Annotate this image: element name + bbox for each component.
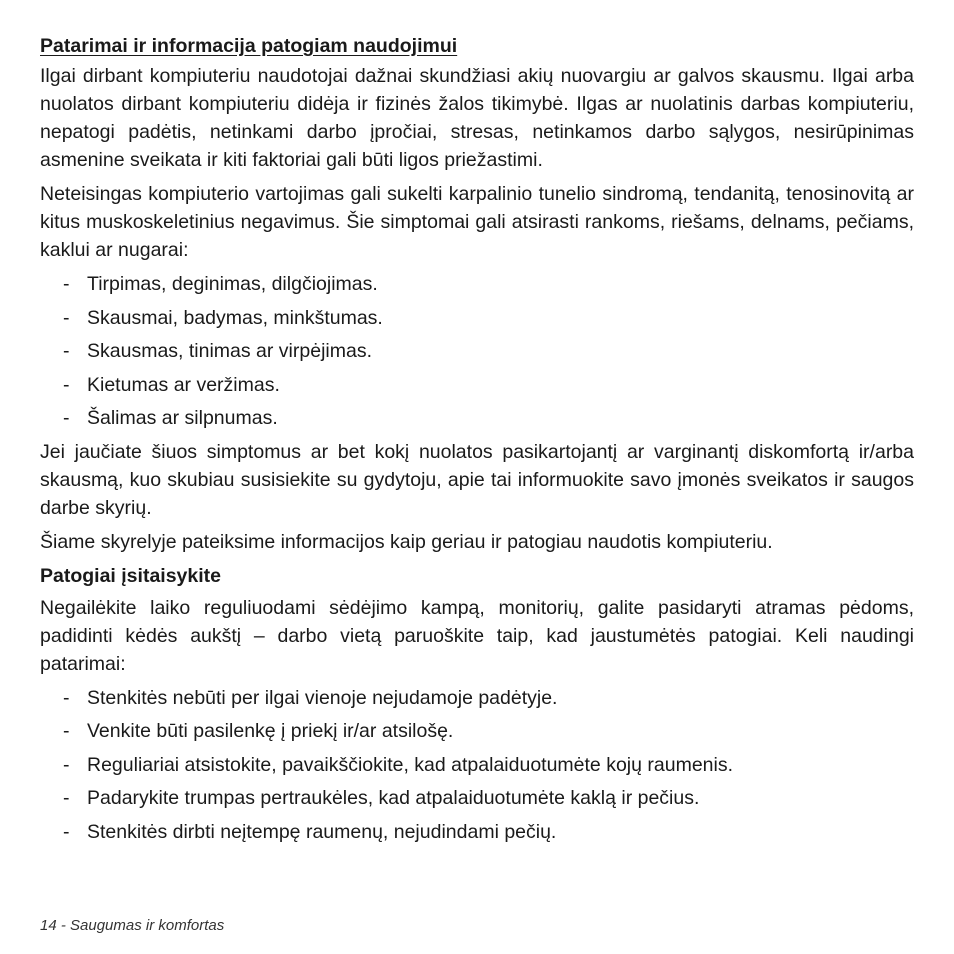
list-item (40, 337, 914, 365)
consult-doctor-paragraph: Jei jaučiate šiuos simptomus ar bet kokį nuolatos pasikartojantį ar varginantį diskomfortą ir/arba skausmą, kuo skubiau susisiekite su gydytoju, apie tai informuokite savo įmonės sveikatos ir saugos darbe skyrių. (40, 440, 914, 519)
list-item-text: Kietumas ar veržimas. (87, 373, 280, 396)
bullet-dash: - (63, 340, 70, 362)
bullet-dash: - (63, 820, 70, 843)
list-item-text: Šalimas ar silpnumas. (87, 407, 278, 429)
list-item (40, 684, 914, 712)
bullet-dash: - (63, 720, 70, 742)
section-title-get-comfortable: Patogiai įsitaisykite (40, 564, 221, 587)
intro-paragraph: Ilgai dirbant kompiuteriu naudotojai dažnai skundžiasi akių nuovargiu ar galvos skausmu. Ilgai arba nuolatos dirbant kompiuteriu didėja ir fizinės žalos tikimybė. Ilgas ar nuolatinis darbas kompiuteriu, nepatogi padėtis, netinkami darbo įpročiai, stresas, netinkamos darbo sąlygos, nesirūpinimas asmenine sveikata ir kiti faktoriai gali būti ligos priežastimi. (40, 65, 914, 171)
list-item (40, 371, 914, 399)
list-item (40, 717, 914, 745)
document-page (40, 32, 914, 851)
list-item (40, 751, 914, 779)
section-title-comfort-tips: Patarimai ir informacija patogiam naudojimui (40, 35, 458, 57)
bullet-dash: - (63, 273, 70, 295)
list-item-text: Venkite būti pasilenkę į priekį ir/ar atsilošę. (87, 720, 454, 742)
list-item-text: Stenkitės dirbti neįtempę raumenų, nejudindami pečių. (87, 820, 557, 843)
list-item-text: Tirpimas, deginimas, dilgčiojimas. (87, 273, 378, 295)
symptoms-intro-paragraph: Neteisingas kompiuterio vartojimas gali sukelti karpalinio tunelio sindromą, tendanitą, tenosinovitą ar kitus muskoskeletinius negavimus. Šie simptomai gali atsirasti rankoms, riešams, delnams, pečiams, kaklui ar nugarai: (40, 183, 914, 261)
page-footer: 14 - Saugumas ir komfortas (40, 917, 225, 934)
bullet-dash: - (63, 306, 70, 329)
list-item (40, 784, 914, 812)
list-item-text: Reguliariai atsistokite, pavaikščiokite, kad atpalaiduotumėte kojų raumenis. (87, 753, 734, 776)
list-item-text: Skausmai, badymas, minkštumas. (87, 306, 383, 329)
bullet-dash: - (63, 373, 70, 396)
bullet-dash: - (63, 787, 70, 809)
list-item (40, 304, 914, 332)
tips-list (40, 684, 914, 846)
list-item (40, 818, 914, 846)
bullet-dash: - (63, 686, 70, 709)
bullet-dash: - (63, 753, 70, 776)
list-item-text: Skausmas, tinimas ar virpėjimas. (87, 340, 372, 362)
list-item-text: Stenkitės nebūti per ilgai vienoje nejudamoje padėtyje. (87, 686, 558, 709)
list-item-text: Padarykite trumpas pertraukėles, kad atpalaiduotumėte kaklą ir pečius. (87, 787, 700, 809)
symptoms-list (40, 270, 914, 432)
adjust-workplace-paragraph: Negailėkite laiko reguliuodami sėdėjimo kampą, monitorių, galite pasidaryti atramas pėdoms, padidinti kėdės aukštį – darbo vietą paruoškite taip, kad jaustumėtės patogiai. Keli naudingi patarimai: (40, 596, 914, 675)
bullet-dash: - (63, 407, 70, 429)
section-info-paragraph: Šiame skyrelyje pateiksime informacijos kaip geriau ir patogiau naudotis kompiuteriu. (40, 530, 773, 553)
list-item (40, 404, 914, 432)
list-item (40, 270, 914, 298)
